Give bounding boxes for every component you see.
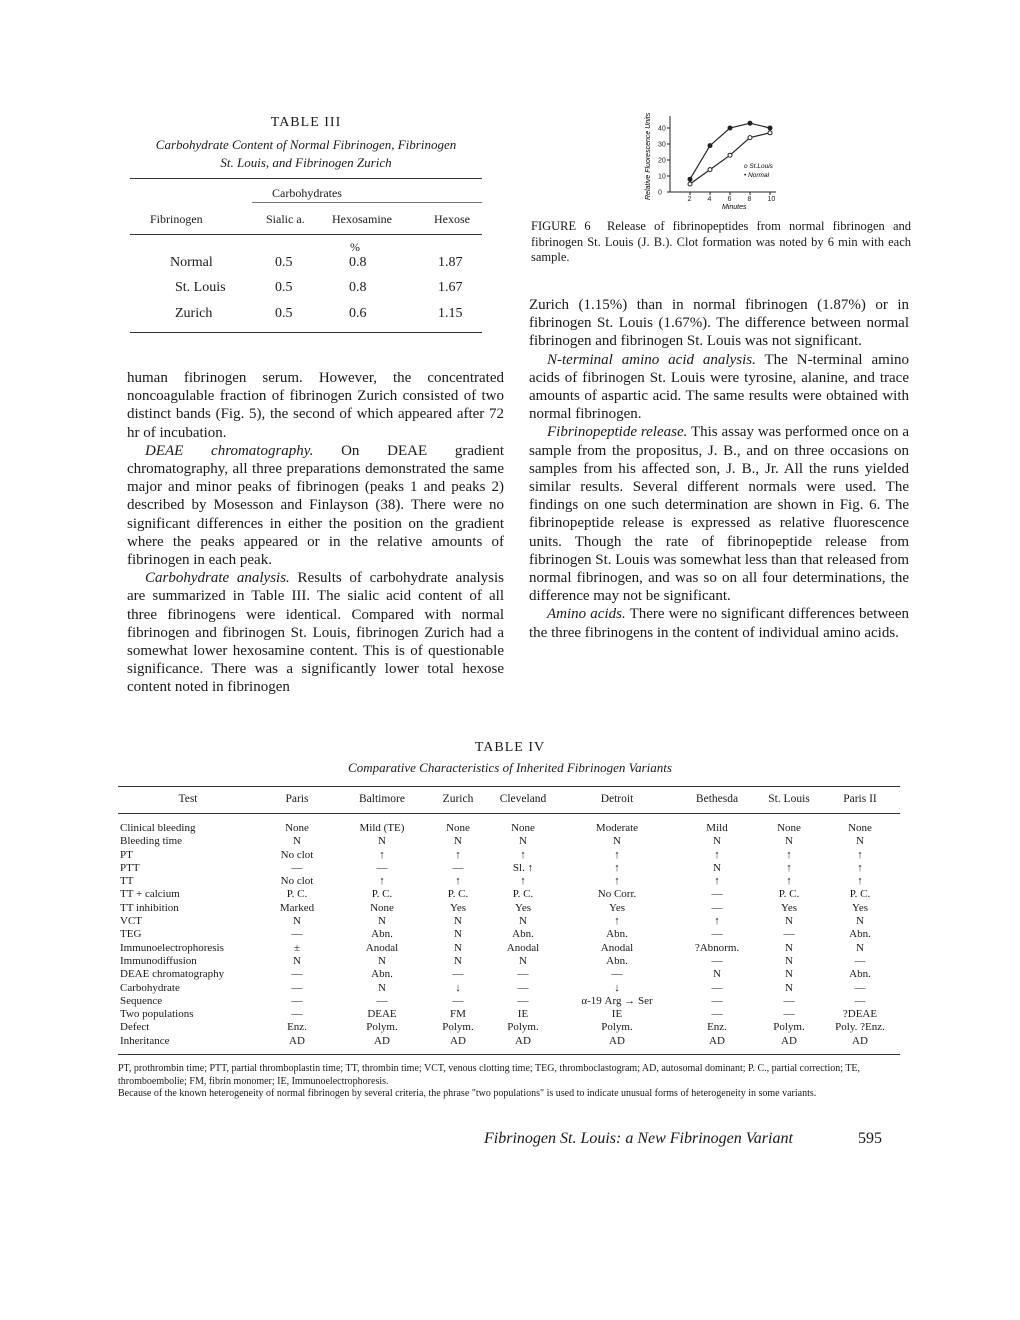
table4-cell: Sl. ↑ <box>512 861 534 874</box>
table4-row <box>118 928 900 941</box>
table3-cell: 1.15 <box>438 306 463 321</box>
series-line-normal <box>690 123 770 179</box>
table4-col-header: Detroit <box>600 793 634 805</box>
table3-row-name: Zurich <box>175 306 213 321</box>
table4-row <box>118 1008 900 1021</box>
table4-cell: P. C. <box>849 888 871 901</box>
table4-cell: P. C. <box>371 888 393 901</box>
table3-col-hexose: Hexose <box>434 212 470 226</box>
table4-cell: N <box>378 981 386 994</box>
data-point <box>728 153 732 157</box>
data-point <box>748 121 752 125</box>
table4-cell: — <box>291 928 303 941</box>
table4-cell: — <box>291 1008 303 1021</box>
figure6-ylabel: Relative Fluorescence Units <box>645 112 652 200</box>
table4-row-label: Bleeding time <box>120 835 183 848</box>
table4-row <box>118 915 900 928</box>
table4-cell: N <box>293 835 301 848</box>
table4-cell: No Corr. <box>597 888 637 901</box>
y-tick-label: 0 <box>658 189 662 197</box>
table3-cell: 0.8 <box>349 280 367 295</box>
table4-title: TABLE IV <box>474 740 546 755</box>
table4-cell: ↑ <box>520 875 526 888</box>
table4-col-header: Paris <box>285 793 309 805</box>
table4-cell: — <box>711 981 723 994</box>
table4-note: Because of the known heterogeneity of normal fibrinogen by several criteria, the phrase "two populations" is used to indicate unusual forms of heterogeneity in some variants. <box>118 1088 817 1099</box>
table4-cell: P. C. <box>512 888 534 901</box>
table4-row <box>118 968 900 981</box>
table4-cell: ↑ <box>379 875 385 888</box>
table4-cell: N <box>856 915 864 928</box>
table4-cell: N <box>713 968 721 981</box>
table4-row-label: TEG <box>120 928 142 941</box>
table4-row-label: Immunoelectrophoresis <box>120 941 224 954</box>
table4-cell: IE <box>611 1008 623 1021</box>
table3-row-name: St. Louis <box>175 280 226 295</box>
table3-caption <box>130 136 482 172</box>
table4-row-label: Sequence <box>120 994 163 1007</box>
table4-row-label: Defect <box>120 1021 150 1034</box>
table4-cell: Yes <box>780 901 797 914</box>
table4-cell: AD <box>515 1034 531 1047</box>
table4-cell: Polym. <box>442 1021 474 1034</box>
table4-cell: No clot <box>280 848 314 861</box>
paragraph: Zurich (1.15%) than in normal fibrinogen (1.87%) or in fibrinogen St. Louis (1.67%). The difference between normal fibrinogen and fibrinogen St. Louis was not significant. <box>529 297 909 350</box>
table4-cell: ↑ <box>379 848 385 861</box>
table3-col-sialic: Sialic a. <box>266 212 305 226</box>
table4-cell: N <box>713 861 721 874</box>
table4-cell: Enz. <box>287 1021 307 1034</box>
table4-cell: — <box>517 968 529 981</box>
table4-cell: Abn. <box>849 928 871 941</box>
table4-row <box>118 862 900 875</box>
figure6-legend-normal: • Normal <box>744 172 770 179</box>
table4-cell: ↑ <box>857 861 863 874</box>
table4-col-header: Zurich <box>442 793 474 805</box>
table4-cell: — <box>291 861 303 874</box>
figure6-caption-text: Release of fibrinopeptides from normal fibrinogen and fibrinogen St. Louis (J. B.). Clot formation was noted by 6 min with each sample. <box>531 219 911 264</box>
table4-cell: Yes <box>514 901 531 914</box>
table4-cell: N <box>454 835 462 848</box>
table4-cell: N <box>785 941 793 954</box>
table4-cell: N <box>519 915 527 928</box>
table4-cell: N <box>785 968 793 981</box>
table4-cell: ?Abnorm. <box>694 941 740 954</box>
data-point <box>688 182 692 186</box>
table4-cell: — <box>711 928 723 941</box>
table4-cell: Yes <box>608 901 625 914</box>
table4-cell: AD <box>852 1034 868 1047</box>
figure6-caption-label: FIGURE 6 <box>531 219 591 233</box>
table4-cell: None <box>848 822 872 834</box>
table4-cell: Polym. <box>507 1021 539 1034</box>
table4-header-row <box>118 787 900 814</box>
table4-cell: — <box>711 901 723 914</box>
table3-unit: % <box>350 240 360 254</box>
paragraph: Fibrinopeptide release. This assay was performed once on a sample from the propositus, J. B., and on three occasions on samples from his affected son, J. B., Jr. All the runs yielded similar results. Several different normals were used. The findings on one such determination are shown in Fig. 6. The fibrinopeptide release is expressed as relative fluorescence units. Though the rate of fibrinopeptide release from fibrinogen St. Louis was somewhat less than that released from normal fibrinogen, and was so on all four determinations, the difference may not be significant. <box>529 424 910 605</box>
table4-note: PT, prothrombin time; PTT, partial thromboplastin time; TT, thrombin time; VCT, venous clotting time; TEG, thromboclastogram; AD, autosomal dominant; P. C., partial correction; TE, thromboembolie; FM, fibrin monomer; IE, Immunoelectrophoresis. <box>118 1063 861 1087</box>
table4-row-label: VCT <box>120 915 142 928</box>
table4-cell: ↑ <box>786 875 792 888</box>
table4-cell: None <box>285 822 309 834</box>
x-tick-label: 4 <box>707 196 712 203</box>
table3-cell: 1.87 <box>438 255 463 270</box>
table4-cell: Abn. <box>512 928 534 941</box>
table4-cell: Marked <box>279 901 315 914</box>
table3-header-rule <box>130 234 482 235</box>
table4-col-header: Baltimore <box>359 793 405 805</box>
table4-row-label: Immunodiffusion <box>120 954 197 967</box>
table4-cell: N <box>454 941 462 954</box>
table4-cell: ?DEAE <box>842 1008 878 1021</box>
paragraph: DEAE chromatography. On DEAE gradient chromatography, all three preparations demonstrated the same major and minor peaks of fibrinogen (peaks 1 and peaks 2) described by Mosesson and Finlayson (38). There were no significant differences in either the position on the gradient where the peaks appeared or in the relative amounts of fibrinogen in each peak. <box>127 442 504 569</box>
table4-col-header: St. Louis <box>768 793 810 805</box>
table4-row-label: TT + calcium <box>120 888 180 901</box>
y-tick-label: 10 <box>658 173 666 181</box>
table4-cell: AD <box>374 1034 390 1047</box>
table4-cell: — <box>517 994 529 1007</box>
table3-group-rule <box>252 202 482 203</box>
table4-cell: ↑ <box>614 915 620 928</box>
left-column <box>127 369 504 697</box>
table4-cell: N <box>856 941 864 954</box>
table4-cell: N <box>454 915 462 928</box>
table4-cell: Mild <box>706 822 728 834</box>
table4-cell: ↑ <box>714 915 720 928</box>
table4-cell: FM <box>450 1008 466 1021</box>
table4-cell: None <box>777 822 801 834</box>
figure6-xlabel: Minutes <box>722 204 747 210</box>
table4-cell: Polym. <box>773 1021 805 1034</box>
table4-cell: Polym. <box>601 1021 633 1034</box>
table4-cell: — <box>711 994 723 1007</box>
table4-cell: — <box>783 928 795 941</box>
table4-cell: ↑ <box>614 848 620 861</box>
table4-cell: N <box>378 954 386 967</box>
table4-row-label: TT <box>120 875 134 888</box>
table4-cell: Abn. <box>371 928 393 941</box>
table3-cell: 1.67 <box>438 280 463 295</box>
table4-cell: — <box>611 968 623 981</box>
table4-cell: P. C. <box>778 888 800 901</box>
section-heading: N-terminal amino acid analysis. <box>547 351 756 368</box>
table4-cell: — <box>711 888 723 901</box>
table4-cell: — <box>783 994 795 1007</box>
figure6-chart <box>640 108 820 210</box>
table3-title: TABLE III <box>270 115 342 130</box>
table4-col-header: Test <box>178 793 198 805</box>
table3-col-fibrinogen: Fibrinogen <box>150 212 203 226</box>
table4-cell: Anodal <box>365 941 399 954</box>
table3-row-name: Normal <box>170 255 213 270</box>
section-heading: Carbohydrate analysis. <box>145 570 290 587</box>
table4-cell: ↑ <box>857 875 863 888</box>
table4-row <box>118 888 900 901</box>
table4 <box>118 786 900 1055</box>
data-point <box>768 126 772 130</box>
x-tick-label: 6 <box>727 196 732 203</box>
table4-cell: N <box>856 835 864 848</box>
table4-cell: — <box>452 994 464 1007</box>
table4-cell: Yes <box>851 901 868 914</box>
x-tick-label: 2 <box>687 196 692 203</box>
table3-group-header: Carbohydrates <box>272 186 342 200</box>
section-heading: Amino acids. <box>547 606 626 623</box>
paragraph: Amino acids. There were no significant differences between the three fibrinogens in the content of individual amino acids. <box>529 606 909 641</box>
table4-row <box>118 1021 900 1034</box>
table4-cell: P. C. <box>447 888 469 901</box>
table4-cell: Poly. ?Enz. <box>835 1021 885 1034</box>
table4-cell: ↑ <box>786 848 792 861</box>
table4-cell: — <box>711 1008 723 1021</box>
table4-cell: ↑ <box>614 861 620 874</box>
table4-cell: No clot <box>280 875 314 888</box>
table4-row-label: PTT <box>120 861 140 874</box>
table4-cell: ↑ <box>614 875 620 888</box>
table4-cell: N <box>785 915 793 928</box>
figure6-legend-stlouis: o St.Louis <box>744 163 773 170</box>
table4-cell: ↑ <box>455 848 461 861</box>
table3-cell: 0.6 <box>349 306 367 321</box>
table4-cell: — <box>452 968 464 981</box>
table4-cell: ↑ <box>455 875 461 888</box>
table4-cell: — <box>854 981 866 994</box>
table4-cell: AD <box>609 1034 625 1047</box>
table4-caption: Comparative Characteristics of Inherited Fibrinogen Variants <box>348 760 672 775</box>
table4-cell: AD <box>781 1034 797 1047</box>
table4-cell: ↓ <box>455 981 461 994</box>
table4-cell: N <box>785 981 793 994</box>
table4-cell: Abn. <box>371 968 393 981</box>
table4-cell: N <box>293 915 301 928</box>
paragraph: N-terminal amino acid analysis. The N-terminal amino acids of fibrinogen St. Louis were tyrosine, alanine, and trace amounts of aspartic acid. The same results were obtained with normal fibrinogen. <box>529 351 909 423</box>
section-heading: DEAE chromatography. <box>145 442 314 459</box>
paragraph: Carbohydrate analysis. Results of carbohydrate analysis are summarized in Table III. The sialic acid content of all three fibrinogens were identical. Compared with normal fibrinogen and fibrinogen St. Louis, fibrinogen Zurich had a somewhat lower hexosamine content. This is of questionable significance. There was a significantly lower total hexose content noted in fibrinogen <box>127 570 504 696</box>
data-point <box>748 136 752 140</box>
table4-row <box>118 849 900 862</box>
table3-cell: 0.5 <box>275 255 293 270</box>
table4-cell: None <box>370 901 394 914</box>
table4-cell: — <box>291 994 303 1007</box>
table4-row-label: PT <box>120 848 133 861</box>
table3-col-hexosamine: Hexosamine <box>332 212 392 226</box>
table4-col-header: Cleveland <box>499 793 547 805</box>
figure6-caption <box>531 219 911 266</box>
data-point <box>708 144 712 148</box>
table4-row <box>118 875 900 888</box>
table3-top-rule <box>130 178 482 179</box>
table4-cell: None <box>446 822 470 834</box>
table4-cell: AD <box>289 1034 305 1047</box>
x-tick-label: 8 <box>747 196 752 203</box>
table4-cell: Yes <box>449 901 466 914</box>
table4-row-label: Inheritance <box>120 1034 170 1047</box>
table4-cell: ↑ <box>857 848 863 861</box>
table4-cell: Anodal <box>600 941 634 954</box>
data-point <box>688 177 692 181</box>
table4-cell: N <box>785 954 793 967</box>
table4-cell: ± <box>293 941 301 954</box>
table4-cell: P. C. <box>286 888 308 901</box>
table4-row <box>118 814 900 836</box>
paragraph: human fibrinogen serum. However, the concentrated noncoagulable fraction of fibrinogen Zurich consisted of two distinct bands (Fig. 5), the second of which appeared after 72 hr of incubation. <box>127 370 504 441</box>
table4-cell: ↑ <box>786 861 792 874</box>
section-heading: Fibrinopeptide release. <box>547 424 688 441</box>
table4-cell: N <box>454 928 462 941</box>
x-tick-label: 10 <box>767 196 776 203</box>
table4-cell: N <box>519 835 527 848</box>
table4-cell: Enz. <box>707 1021 727 1034</box>
table4-row <box>118 982 900 995</box>
table4-cell: — <box>854 994 866 1007</box>
table4-cell: Abn. <box>849 968 871 981</box>
table4-cell: Abn. <box>606 954 628 967</box>
table4-cell: Polym. <box>366 1021 398 1034</box>
table4-col-header: Paris II <box>843 793 877 805</box>
table4-cell: Abn. <box>606 928 628 941</box>
table4-cell: — <box>376 994 388 1007</box>
table4-cell: AD <box>450 1034 466 1047</box>
table4-row-label: DEAE chromatography <box>120 968 225 981</box>
table4-cell: — <box>452 861 464 874</box>
table4-row <box>118 1035 900 1055</box>
table4-col-header: Bethesda <box>695 793 739 805</box>
table3-caption-line2: St. Louis, and Fibrinogen Zurich <box>220 155 392 170</box>
y-tick-label: 20 <box>658 157 666 165</box>
table4-row <box>118 835 900 848</box>
table3-bottom-rule <box>130 332 482 333</box>
table3-cell: 0.5 <box>275 280 293 295</box>
table4-row-label: Carbohydrate <box>120 981 180 994</box>
table4-cell: N <box>293 954 301 967</box>
table4-cell: ↑ <box>714 875 720 888</box>
data-point <box>728 126 732 130</box>
table4-cell: AD <box>709 1034 725 1047</box>
table4-cell: DEAE <box>367 1008 397 1021</box>
table4-cell: N <box>378 915 386 928</box>
table4-cell: N <box>378 835 386 848</box>
table4-cell: N <box>785 835 793 848</box>
table4-row <box>118 955 900 968</box>
table4-row <box>118 995 900 1008</box>
table4-row <box>118 942 900 955</box>
table4-cell: Mild (TE) <box>359 822 405 834</box>
table4-row <box>118 902 900 915</box>
table3-cell: 0.8 <box>349 255 367 270</box>
y-tick-label: 40 <box>658 125 666 133</box>
table4-cell: — <box>291 968 303 981</box>
table4-cell: — <box>783 1008 795 1021</box>
table4-row-label: Clinical bleeding <box>120 822 196 834</box>
table4-cell: N <box>713 835 721 848</box>
table4-cell: N <box>519 954 527 967</box>
data-point <box>708 168 712 172</box>
table4-cell: None <box>511 822 535 834</box>
table4-cell: ↓ <box>614 981 620 994</box>
table4-cell: N <box>454 954 462 967</box>
table4-cell: IE <box>517 1008 529 1021</box>
table4-cell: — <box>711 954 723 967</box>
table4-cell: — <box>854 954 866 967</box>
table4-cell: ↑ <box>520 848 526 861</box>
table4-cell: ↑ <box>714 848 720 861</box>
table3-caption-line1: Carbohydrate Content of Normal Fibrinogen, Fibrinogen <box>155 137 457 152</box>
table4-cell: — <box>291 981 303 994</box>
table4-cell: N <box>613 835 621 848</box>
table4-cell: — <box>517 981 529 994</box>
running-title: Fibrinogen St. Louis: a New Fibrinogen Variant <box>484 1130 793 1147</box>
y-tick-label: 30 <box>658 141 666 149</box>
table4-cell: Anodal <box>506 941 540 954</box>
table4-row-label: Two populations <box>120 1008 194 1021</box>
table3-cell: 0.5 <box>275 306 293 321</box>
right-column <box>529 296 909 642</box>
table4-cell: — <box>376 861 388 874</box>
table4-cell: α-19 Arg → Ser <box>581 994 653 1007</box>
data-point <box>768 131 772 135</box>
table4-row-label: TT inhibition <box>120 901 179 914</box>
table4-cell: Moderate <box>595 822 639 834</box>
table4-notes <box>118 1063 900 1101</box>
page-number: 595 <box>858 1130 882 1147</box>
